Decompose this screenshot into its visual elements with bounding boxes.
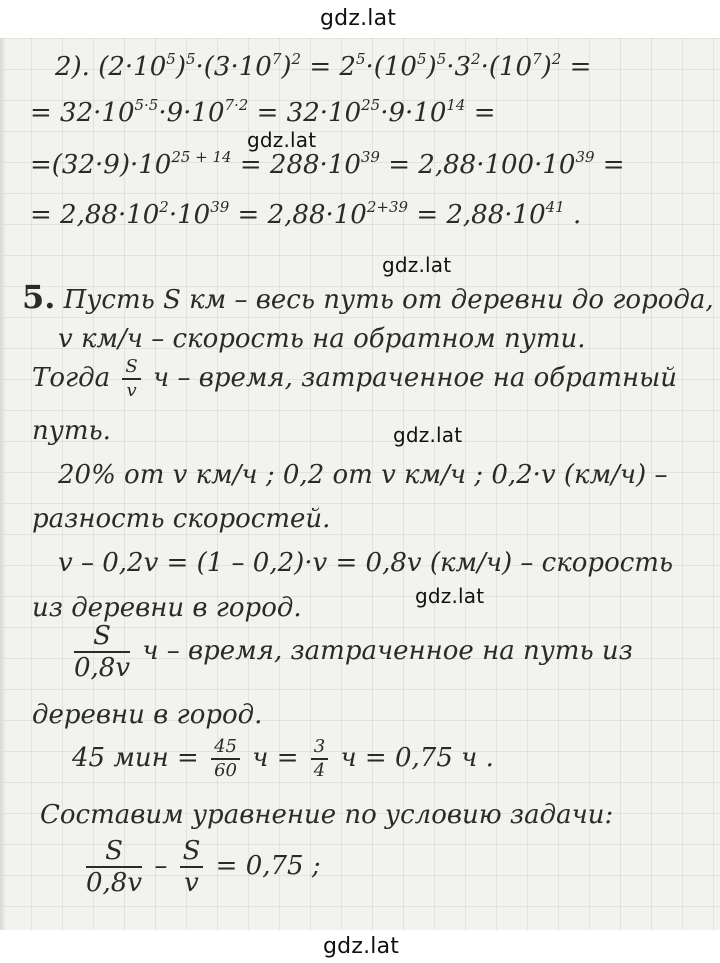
part5-line12: Составим уравнение по условию задачи: xyxy=(40,800,614,830)
fraction-3-over-4: $\frac{3}{4}$ xyxy=(311,738,328,780)
fraction-s-over-08v: $\frac{S}{0,8v}$ xyxy=(74,621,131,683)
part5-line10: деревни в город. xyxy=(32,700,263,730)
fraction-45-over-60: $\frac{45}{60}$ xyxy=(211,738,240,780)
part5-line4: путь. xyxy=(32,416,111,446)
notebook-page xyxy=(0,38,720,930)
part5-line5: 20% от v км/ч ; 0,2 от v км/ч ; 0,2·v (км/ч) – xyxy=(58,460,668,490)
part5-line6: разность скоростей. xyxy=(32,504,331,534)
part2-line1: 2). $(2\cdot 10^5)^5\cdot(3\cdot 10^7)^2 = 2^5\cdot(10^5)^5\cdot 3^2\cdot(10^7)^2$ = xyxy=(55,50,592,82)
part2-line3: $=(32\cdot 9)\cdot 10^{25 + 14} = 288\cdot 10^{39} = 2,88\cdot 100\cdot 10^{39}$ = xyxy=(30,148,625,180)
part5-line7: v – 0,2v = (1 – 0,2)·v = 0,8v (км/ч) – скорость xyxy=(58,548,674,578)
part2-label: 2). xyxy=(55,52,90,82)
fraction-s-over-v: $\frac{S}{v}$ xyxy=(122,358,140,400)
watermark-4: gdz.lat xyxy=(415,584,485,608)
part5-line1: 5. Пусть S км – весь путь от деревни до города, xyxy=(22,278,714,316)
part5-line8: из деревни в город. xyxy=(32,593,302,623)
watermark-3: gdz.lat xyxy=(393,423,463,447)
problem-number-5: 5. xyxy=(22,278,56,316)
watermark-1: gdz.lat xyxy=(247,128,317,152)
fraction-s-over-v-eq: $\frac{S}{v}$ xyxy=(180,838,204,896)
part5-line11: 45 мин = $\frac{45}{60}$ ч = $\frac{3}{4}$ ч = 0,75 ч . xyxy=(72,736,494,781)
page-edge xyxy=(0,38,6,930)
watermark-bottom: gdz.lat xyxy=(323,934,400,959)
part5-line2: v км/ч – скорость на обратном пути. xyxy=(58,324,586,354)
fraction-s-over-08v-eq: $\frac{S}{0,8v}$ xyxy=(86,836,143,898)
watermark-2: gdz.lat xyxy=(382,253,452,277)
part2-line2: = $32\cdot 10^{5\cdot 5}\cdot 9\cdot 10^{7\cdot 2} = 32\cdot 10^{25}\cdot 9\cdot 10^{14}$ = xyxy=(30,96,496,128)
part2-line4: = $2,88\cdot 10^2\cdot 10^{39} = 2,88\cdot 10^{2+39} = 2,88\cdot 10^{41}$ . xyxy=(30,198,582,230)
watermark-top: gdz.lat xyxy=(320,6,397,31)
part5-line13: $\frac{S}{0,8v}$ – $\frac{S}{v}$ = 0,75 ; xyxy=(86,836,321,898)
part5-line3: Тогда $\frac{S}{v}$ ч – время, затраченное на обратный xyxy=(32,356,678,401)
part5-line9: $\frac{S}{0,8v}$ ч – время, затраченное на путь из xyxy=(74,621,633,683)
